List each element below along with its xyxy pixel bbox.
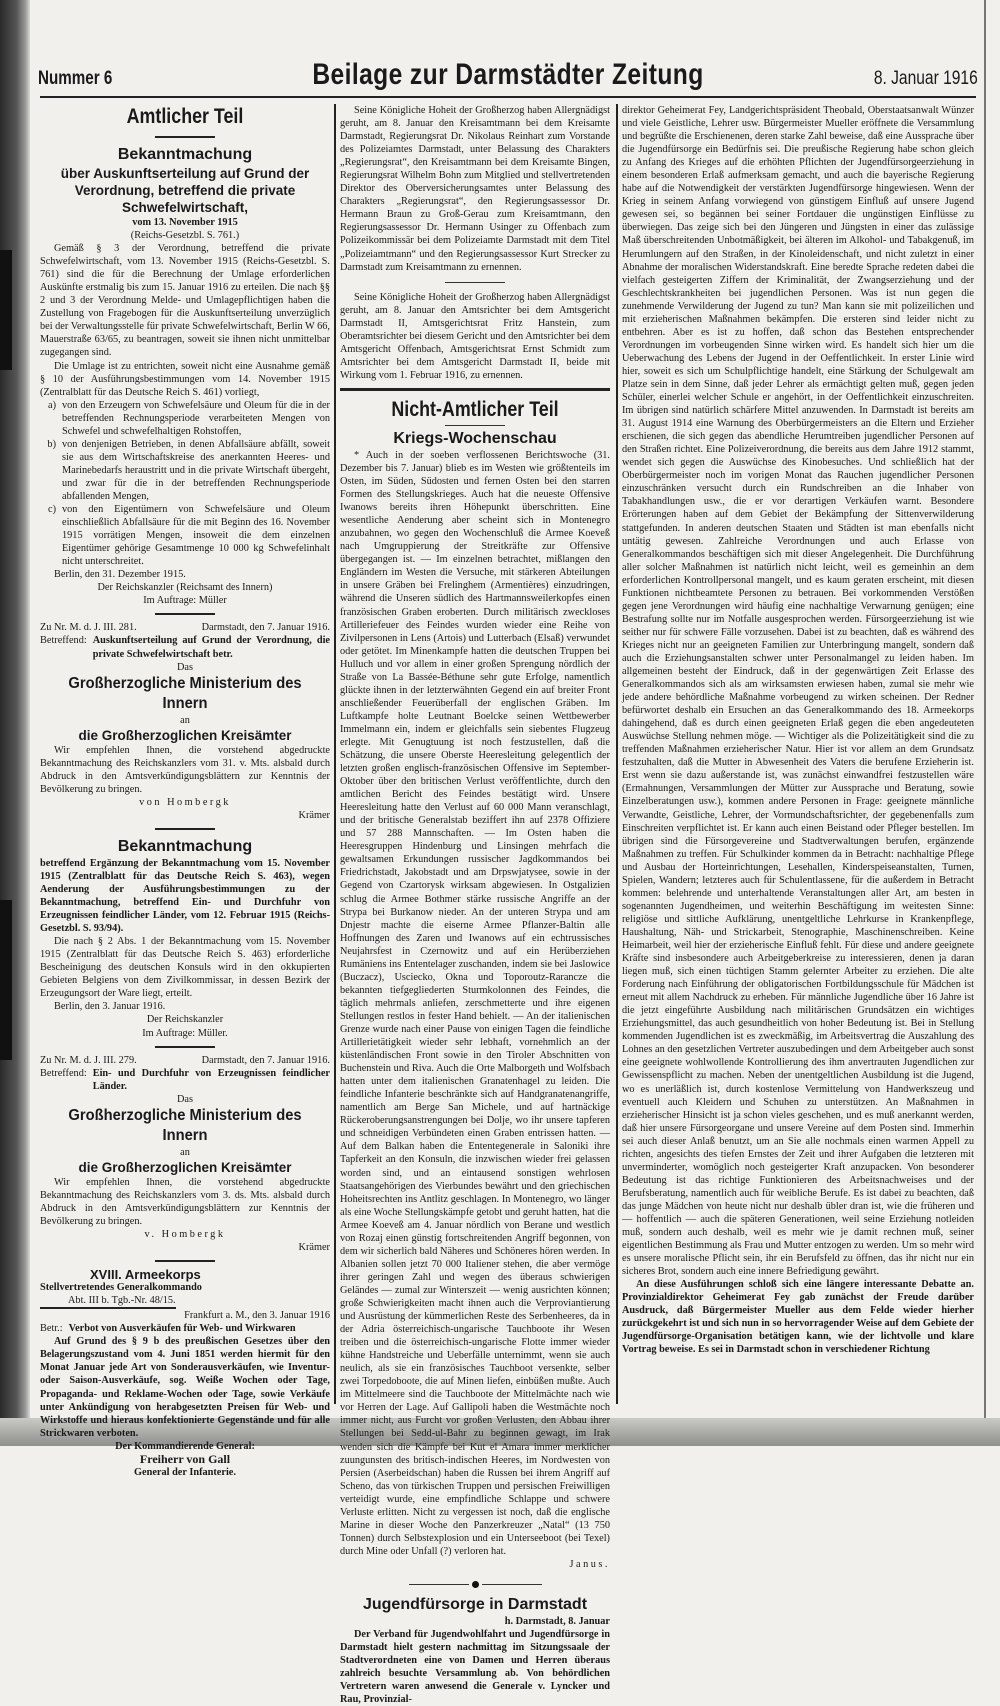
by-order: Im Auftrage: Müller	[143, 595, 227, 607]
ministry-heading: Großherzogliche Ministerium des Innern	[68, 1106, 302, 1144]
subject-text: Verbot von Ausverkäufen für Web- und Wirkwaren	[68, 1323, 296, 1335]
list-marker: a)	[48, 399, 56, 411]
place-date: Frankfurt a. M., den 3. Januar 1916	[184, 1310, 330, 1322]
notice-sulfur	[40, 144, 330, 607]
notice-reference: (Reichs-Gesetzbl. S. 761.)	[130, 230, 240, 242]
place-date: Berlin, den 3. Januar 1916.	[54, 1001, 166, 1013]
edge-shadow	[0, 900, 12, 1060]
youth-welfare-article	[340, 1594, 610, 1706]
masthead-rule	[40, 96, 976, 98]
adjacent-page-edge	[0, 0, 30, 1446]
place-date: Darmstadt, den 7. Januar 1916.	[201, 1054, 330, 1066]
subject-label: Betr.:	[40, 1323, 63, 1335]
list-text: von den Erzeugern von Schwefelsäure und Oleum für die in der betreffenden Rechnungsperiode verarbeiteten Mengen von Schwefel und schwefelhaltigen Rohstoffen,	[62, 399, 330, 437]
article-word: Das	[176, 1093, 193, 1105]
subject-line	[40, 634, 330, 660]
section-heading-unofficial: Nicht-Amtlicher Teil	[391, 397, 559, 421]
page-edge-rule	[984, 0, 986, 1420]
subject-label: Betreffend:	[40, 635, 87, 647]
column-left	[40, 104, 330, 1479]
place-date: Darmstadt, den 7. Januar 1916.	[201, 622, 330, 634]
notice-subtitle: über Auskunftserteilung auf Grund der Verordnung, betreffend die private Schwefelwirtschaft,	[60, 166, 310, 215]
ministry-heading: Großherzogliche Ministerium des Innern	[68, 674, 302, 712]
decree-import	[40, 1054, 330, 1255]
list-item	[40, 399, 330, 438]
notice-title: Bekanntmachung	[117, 837, 253, 855]
to-word: an	[180, 714, 190, 726]
dateline: h. Darmstadt, 8. Januar	[504, 1615, 610, 1627]
signer: Der Reichskanzler (Reichsamt des Innern)	[97, 582, 273, 594]
column-middle	[340, 104, 610, 1706]
appointment-notice: Seine Königliche Hoheit der Großherzog haben Allergnädigst geruht, am 8. Januar den Amtsrichter bei dem Amtsgericht Darmstadt II, Amtsgerichtsrat Fritz Hanstein, zum Oberamtsrichter bei diesem Gericht und den Amtsrichter bei dem Amtsgericht Offenbach, Amtsgerichtsrat Ernst Schmidt zum Amtsrichter bei dem Amtsgericht Darmstadt II, beide mit Wirkung vom 1. Februar 1916, zu ernennen.	[340, 291, 610, 381]
section-heading-official: Amtlicher Teil	[126, 105, 244, 128]
signer-rank: General der Infanterie.	[134, 1466, 236, 1478]
recipients-heading: die Großherzoglichen Kreisämter	[78, 727, 292, 743]
notice-title: Bekanntmachung	[117, 146, 253, 163]
reference-line	[40, 1054, 330, 1067]
list-marker: b)	[47, 438, 56, 450]
signer-title: Der Kommandierende General:	[115, 1440, 255, 1452]
column-divider	[334, 104, 336, 1404]
article-body: * Auch in der soeben verflossenen Berichtswoche (31. Dezember bis 7. Januar) blieb es im Westen wie größtenteils im Osten, im Süden, Südosten und fernen Osten bei den starren Formen des Stellungskrieges. Auch hat die neueste Offensive Iwanows bereits ihren Höhepunkt überschritten. Eine wesentliche Aenderung aber scheint sich in Montenegro anzubahnen, wo gegen den Wochenschluß die Armee Koeveß nach Umgruppierung der Streitkräfte zur Offensive übergegangen ist. — Im einzelnen betrachtet, mißlangen den Engländern im Westen die Versuche, mit stärkeren Abteilungen in unsere Gräben bei Frelinghem (Armentières) einzudringen, während die Unseren südlich des Hartmannsweilerkopfes einen französischen Graben eroberten. Durch militärisch zweckloses Artilleriefeuer des Feindes wurden wieder eine Reihe von Zivilpersonen in Lens (Artois) und Lutterbach (Elsaß) verwundet oder getötet. Im Minenkampfe hatten die deutschen Truppen bei Hulluch und vor allem in einer großen Sprengung nördlich der Straße von La Bassée-Béthune sehr gute Erfolge, namentlich glückte ihnen in der letzterwähnten Gegend ein auf breiter Front anschließender Feuerüberfall der englischen Gräben. Im Luftkampfe holte Leutnant Boelcke seinen Wettbewerber Immelmann ein, indem er gleichfalls sein siebentes Flugzeug erlegte. Mit Genugtuung ist noch festzustellen, daß die Schätzung, die unsere Oberste Heeresleitung gelegentlich der letzten großen englisch-französischen Offensive im September-Oktober über den britischen Verlust veröffentlichte, durch den amtlichen Bericht des Feindes bestätigt wird. Unsere Heeresleitung hatte den Verlust auf 60 000 Mann veranschlagt, und der britische Generalstab beziffert ihn auf 2378 Offiziere und 57 288 Mannschaften. — Im Osten haben die Heeresgruppen Hindenburg und Linsingen mehrfach die gewaltsamen Erkundungen russischer Jagdkommandos bei Friedrichstadt, Jakobstadt und am Drpswjatysee, sowie in der Gegend von Czartorysk wirksam abgewiesen. In Ostgalizien schlug die Armee Bothmer stärke russische Angriffe an der Strypa bei Burkanow nieder. An der unteren Strypa und am Dnjestr machte die eiserne Armee Pflanzer-Baltin alle Hoffnungen des Zaren und Iwanows auf ein echtrussisches Neujahrsfest in Czernowitz und auf ein Herüberziehen Rumäniens ins Ententelager zuschanden, indem sie bei Jaslowice (Buczacz), Usciecko, Okna und Toporoutz-Rarancze die bekannten tiefgegliederten Sturmkolonnen des Feindes, die täglich mehrmals anliefen, zerschmetterte und ihre eigenen Stellungen restlos in fester Hand behielt. — An der italienischen Grenze wurde nach einer Pause von einigen Tagen die feindliche Artillerietätigkeit wieder sehr lebhaft, vornehmlich an der küstenländischen Front sowie in den Tiroler Abschnitten von Buchenstein und Riva. Auch die Orte Malborgeth und Wolfsbach hatten unter dem italienischen Granatenhagel zu leiden. Die feindliche Infanterie beschränkte sich auf Handgranatenangriffe, namentlich am Berge San Michele, und auf hartnäckige Rückeroberungsanstrengungen bei Dolje, wo ihr unsere tapferen und schneidigen Verbündeten einen Graben entrissen hatten. — Auf dem Balkan haben die Ententegenerale in Saloniki ihre Tapferkeit an den Konsuln, die inzwischen wieder frei gelassen worden sind, und an eintausend sonstigen wehrlosen Staatsangehörigen des Vierbundes bewährt und den griechischen Hoheitsrechten ins Antlitz geschlagen. In Montenegro, wo länger als eine Woche Stellungskämpfe getobt und geruht hatten, hat die Armee Koeveß am 4. Januar nördlich von Berane und westlich von Rozaj einen günstig fortschreitenden Angriff begonnen, von dem wir sicherlich bald Näheres und Schöneres hören werden. In Albanien sollen jetzt 70 000 Italiener stehen, die aber vermöge ihrer geringen Zahl und wegen des überaus schwierigen Geländes — zumal zur Winterszeit — wenig ausrichten können; große Schwierigkeiten macht ihnen auch die Verproviantierung und Ausrüstung der kümmerlichen Reste des Serbenheeres, da in der Adria österreichisch-ungarische Tauchboote ihr Wesen treiben und die österreichisch-ungarische Flotte immer wieder kühne Handstreiche und Ueberfälle unternimmt, wenn sie auch neulich, als sie ein französisches Tauchboot versenkte, selber zwei Torpedoboote, die auf Minen liefen, einbüßen mußte. Auch im Mittelmeere sind die Tauchboote der Mittelmächte nach wie vor Herren der Lage. Auf Gallipoli haben die Westmächte noch immer nicht, aus Furcht vor großen Verlusten, den Abbau ihrer Stellungen bei Sedd-ul-Bahr zu beginnen gewagt, im Irak wenden sich die Kämpfe bei Kut el Amara immer merklicher zuungunsten des britisch-indischen Heeres, im Nordwesten von Persien (Aserbeidschan) haben die Russen bei ihrem Angriff auf Scheno, das von türkischen Truppen und persischen Freiwilligen verteidigt wurde, eine empfindliche Schlappe und schwere Verluste erlitten. Nicht zu vergessen ist noch, daß die englische Marine in dieser Woche den Panzerkreuzer „Natal“ (13 750 Tonnen) durch Selbstexplosion und ein Unterseeboot (bei Texel) durch Mine oder Unfall (?) verloren hat.	[340, 449, 610, 1557]
list-item	[40, 438, 330, 503]
army-order	[40, 1268, 330, 1479]
reference-number: Zu Nr. M. d. J. III. 279.	[40, 1054, 137, 1066]
divider	[155, 1260, 215, 1262]
divider	[445, 282, 505, 283]
notice-subtitle: betreffend Ergänzung der Bekanntmachung vom 15. November 1915 (Zentralblatt für das Deutsche Reich S. 463), wegen Aenderung der Ausführungsbestimmungen zu der Bekanntmachung, betreffend Ein- und Durchfuhr von Erzeugnissen feindlicher Länder, vom 12. Februar 1915 (Reichs-Gesetzbl. S. 93/94).	[40, 857, 330, 935]
article-continuation: direktor Geheimerat Fey, Landgerichtspräsident Theobald, Oberstaatsanwalt Wünzer und viele Geistliche, Lehrer usw. Bürgermeister Mueller eröffnete die Versammlung und begrüßte die Erschienenen, deren starke Zahl beweise, daß eine Aussprache über die Jugendfürsorge ein Bedürfnis sei. Die preußische Regierung habe schon gleich zu Anfang des Krieges auf die erhöhten Pflichten der Jugendfürsorgeerziehung in einem besonderen Erlaß aufmerksam gemacht, und auch die bayerische Regierung habe auf die Notwendigkeit der verstärkten Jugendfürsorge hingewiesen. Wenn der Krieg in seinem Anfang vorwiegend von günstigem Einfluß auf unsere Jugend gewesen sei, so begännen bei seiner Fortdauer die ungünstigen Einflüsse zu überwiegen. Das zeige sich bei den Jüngeren und Jüngsten in einer das zulässige Maß überschreitenden Unbotmäßigkeit, bei älteren im Alkohol- und Tabakgenuß, im Herumlungern auf den Straßen, in der Kinoleidenschaft, und nicht zuletzt in einer Abnahme der moralischen Widerstandskraft. Eine beredte Sprache redeten dabei die vielfach gesteigerten Ziffern der Kriminalität, der Zwangserziehung und der Geschlechtskrankheiten bei jugendlichen Personen. Was ist nun gegen die zunehmende Verwilderung der Jugend zu tun? Man kann sie mit polizeilichen und mit erzieherischen Maßnahmen bekämpfen. Die ersteren sind leider nicht zu entbehren. Aber es ist zu hoffen, daß schon das Bestehen entsprechender Verordnungen im vorbeugenden Sinne wirken wird. Es handelt sich hier um die Ueberwachung des Lebens der Jugend in der Oeffentlichkeit. In erster Linie wird hier, soweit es sich um Schulpflichtige handelt, eine Stärkung der Schulgewalt am Platze sein in dem Sinne, daß jeder Lehrer als ermächtigt gelten muß, gegen jeden Schüler, einerlei welcher Schule er angehört, in der Oeffentlichkeit einzuschreiten. Im übrigen sind natürlich schärfere Mittel anzuwenden. In Darmstadt ist bereits am 31. August 1914 eine Warnung des Oberbürgermeisters an die Eltern und Erzieher erschienen, die sich gegen das abendliche Herumtreiben jugendlicher Personen auf den Straßen richtet. Eine Polizeiverordnung, die bereits aus dem Jahre 1912 stammt, wendet sich gegen die Auswüchse des Kinobesuches. Und schließlich hat der Oberbürgermeister noch im vorigen Monat das Rauchen jugendlicher Personen einzuschränken versucht durch ein Rundschreiben an die Inhaber von Tabakhandlungen usw., die er vor derartigen Verkäufen warnt. Besondere Erörterungen haben auf dem Gebiet der Bekämpfung der Sittenverwilderung stattgefunden. In anderen deutschen Staaten und Städten ist man ebenfalls nicht untätig gewesen. Zahlreiche Verordnungen und auch Erlasse von Generalkommandos beschäftigen sich mit dieser Angelegenheit. Die Durchführung aller solcher Maßnahmen ist natürlich nicht leicht, weil es gemeinhin an dem erforderlichen Kontrollpersonal mangelt, und es kaum geraten erscheint, mit diesen Funktionen nichtbeamtete Personen zu betrauen. Bei vorkommenden Verstößen gegen jene Verordnungen wird häufig eine nachhaltige Verwarnung genügen; eine Bestrafung sollte nur im Notfalle ausgesprochen werden. Fürsorgeerziehung ist wie seither nur für schwere Fälle vorzusehen. Dabei ist zu beachten, daß es während des Krieges nicht nur an geeigneten Familien zur Unterbringung mangelt, sondern daß auch die Erziehungsanstalten schwer unter Personalmangel zu leiden haben. Im allgemeinen besteht der Eindruck, daß in der gegenwärtigen Zeit Erlasse des Generalkommandos sich als am wirksamsten erwiesen haben, zumal sie mehr wie jede andere behördliche Maßnahme vorbeugend zu wirken scheinen. Der Redner befürwortet deshalb ein Ersuchen an das Generalkommando des 18. Armeekorps dahingehend, daß es durch einen geeigneten Erlaß gegen die eben angedeuteten Auswüchse Stellung nehmen möge. — Wichtiger als die Polizeitätigkeit sind die zu treffenden Maßnahmen erzieherischer Natur. Hier ist vor allem an dem Grundsatz festzuhalten, daß die Mutter in Abwesenheit des Vaters die berufene Erzieherin ist. Erst wenn sie dazu außerstande ist, was zunächst einwandfrei festzustellen wäre (Ermahnungen, Versammlungen der Mütter zur Aussprache und Beratung, sowie Einzelberatungen usw.), kommen andere Personen in Frage: geeignete männliche Verwandte, Geistliche, Lehrer, der Vormundschaftsrichter, der gegebenenfalls zum Einschreiten verpflichtet ist. Er kann auch einen Beistand oder Pfleger bestellen. Im übrigen sind die Fürsorgevereine und Stadtverwaltungen berufen, ergänzende Maßnahmen zu treffen. Für Schulkinder kommen da in Betracht: nachhaltige Pflege und Ausbau der Horteinrichtungen, Lesehallen, Kinderspeiseanstalten, Turnen, Spielen, Wandern; letzteres auch für Schulentlassene, für die außerdem in Betracht kommen: belehrende und unterhaltende Veranstaltungen aller Art, am besten in sogenannten Jugendheimen, und weiterhin Beschäftigung im weitesten Sinne: religiöse und sittliche Aufklärung, unentgeltliche Lehrkurse in Krankenpflege, Haushaltung, Näh- und Strickarbeit, Stenographie, Maschinenschreiben. Keine Heimarbeit, weil hier der erzieherische Einfluß fehlt. Für diese und andere geeignete Kräfte sind insbesondere auch Arbeitgeberkreise zu interessieren, denen ja daran liegen muß, sich einen tüchtigen Stamm gelernter Arbeiter zu erziehen. Die alte Forderung nach Einführung der obligatorischen Fortbildungsschule für Mädchen ist erneut mit allem Nachdruck zu erheben. Für männliche Jugendliche über 16 Jahre ist die jetzt eingeführte Ausbildung nach militärischen Grundsätzen ein wichtiges Erziehungsmittel, das auch gesundheitlich von hoher Bedeutung ist. Bei in Stellung kommenden Jugendlichen ist es zweckmäßig, im Arbeitsvertrag die Auszahlung des Lohnes an den gesetzlichen Vertreter auszubedingen und dem Arbeitgeber auch sonst eine geeignete wohlwollende Kontrollierung des ihm anvertrauten Jugendlichen zur Gewissenspflicht zu machen. Neben der unentgeltlichen Ausbildung ist die Jugend, wo es unerläßlich ist, durch kostenlose Vermittelung von Handwerkszeug und eventuell auch Kleidern und Schuhen zu unterstützen. An Maßnahmen in erzieherischer Hinsicht ist ja schon vieles geschehen, und es muß anerkannt werden, daß hier unsere Fürsorgeorgane und unsere Vereine auf dem Posten sind. Immerhin sei auch dieser Anlaß benutzt, um an Sie alle nochmals einen warmen Appell zu richten, angesichts des tiefen Ernstes der Zeit und ihrer Aufgaben die letzteren mit unverminderter, womöglich noch gesteigerter Kraft anzupacken. Von besonderer Bedeutung ist das richtige Funktionieren des Arbeitsnachweises und der Berufsberatung, namentlich auch für weibliche Berufe. Es ist dabei zu beachten, daß das junge Mädchen von heute nicht nur deshalb übler dran ist, wie die früheren und — hoffentlich — auch die späteren Generationen, weil seine Erziehung notleiden muß, sondern auch deshalb, weil es mehr wie je damit rechnen muß, seiner eigentlichen Bestimmung als Frau und Mutter entzogen zu werden. Um so mehr wird es unsere moralische Pflicht sein, ihr ein Berufsfeld zu öffnen, das ihr nicht nur ein sicheres Brot, sondern auch eine innere Befriedigung gewährt.	[622, 105, 975, 1278]
order-reference: Abt. III b. Tgb.-Nr. 48/15.	[40, 1294, 176, 1309]
reference-line	[40, 621, 330, 634]
paragraph: Die nach § 2 Abs. 1 der Bekanntmachung vom 15. November 1915 (Zentralblatt für das Deutsche Reich S. 463) erforderliche Bescheinigung des deutschen Konsuls wird in den okkupierten Gebieten Belgiens von dem Zivilkommissar, in dessen Bezirk der Erzeugungsort der Ware liegt, erteilt.	[40, 936, 330, 1000]
reference-number: Zu Nr. M. d. J. III. 281.	[40, 622, 137, 634]
signature: v. Hombergk	[144, 1229, 226, 1240]
war-review	[340, 428, 610, 1571]
divider	[155, 828, 215, 830]
recipients-heading: die Großherzoglichen Kreisämter	[78, 1159, 292, 1175]
paragraph: Die Umlage ist zu entrichten, soweit nicht eine Ausnahme gemäß § 10 der Ausführungsbestimmungen vom 14. November 1915 (Zentralblatt für das Deutsche Reich S. 461) vorliegt,	[40, 360, 330, 398]
list-text: von den Eigentümern von Schwefelsäure und Oleum einschließlich Abfallsäure für die mit Beginn des 16. November 1915 vorrätigen Mengen, insoweit die dem einzelnen Eigentümer gehörige Gesamtmenge 10 000 kg Schwefelinhalt nicht unterschreitet.	[62, 504, 330, 568]
command-name: Stellvertretendes Generalkommando	[40, 1282, 202, 1294]
ornamental-divider	[340, 1581, 610, 1588]
place-date: Berlin, den 31. Dezember 1915.	[54, 569, 186, 581]
list-text: von denjenigen Betrieben, in denen Abfallsäure abfällt, soweit sie aus dem Wirtschaftskreise des anerkannten Heeres- und Marinebedarfs heraustritt und in die private Wirtschaft übergeht, und zwar für die in der betreffenden Rechnungsperiode abfallenden Mengen,	[62, 438, 330, 502]
article-continuation: An diese Ausführungen schloß sich eine längere interessante Debatte an. Provinzialdirektor Geheimerat Fey gab zunächst der Freude darüber Ausdruck, daß Bürgermeister Mueller aus dem Felde wieder hierher zurückgekehrt ist und sich nun in so hervorragender Weise auf dem Gebiete der Jugendfürsorge-Organisation betätigen kann, wie der lichtvolle und klare Vortrag beweise. Es sei in Darmstadt schon in verschiedener Richtung	[622, 1279, 974, 1356]
column-divider	[616, 104, 618, 1404]
army-corps: XVIII. Armeekorps	[90, 1267, 201, 1283]
author: Janus.	[569, 1558, 610, 1570]
divider	[155, 136, 215, 138]
signature: Krämer	[298, 809, 330, 821]
signer: Der Reichskanzler	[146, 1014, 224, 1026]
signature: von Hombergk	[139, 796, 231, 808]
article-body: Der Verband für Jugendwohlfahrt und Jugendfürsorge in Darmstadt hielt gestern nachmittag im Sitzungssaale der Stadtverordneten eine von Damen und Herren überaus zahlreich besuchte Versammlung ab. Von behördlichen Vertretern waren anwesend die Generale v. Lyncker und Rau, Provinzial-	[340, 1629, 610, 1706]
subject-label: Betreffend:	[40, 1067, 87, 1079]
column-right	[622, 104, 974, 1357]
issue-date: 8. Januar 1916	[874, 68, 978, 89]
appointment-notice: Seine Königliche Hoheit der Großherzog haben Allergnädigst geruht, am 8. Januar den Kreisamtmann bei dem Kreisamte Darmstadt, Regierungsrat Dr. Nikolaus Reinhart zum Vorstande des Polizeiamtes Darmstadt, unter Belassung des Charakters „Regierungsrat“, den Kreisamtmann bei dem Kreisamte Bingen, Regierungsrat Wilhelm Bohn zum Mitglied und stellvertretenden Direktor des Oberversicherungsamtes unter Belassung des Charakters „Regierungsrat“, den Regierungsassessor Dr. Hermann Braun zu Groß-Gerau zum Kreisamtmann, den Regierungsassessor Dr. Hermann Usinger zu Offenbach zum Polizeikommissär bei dem Polizeiamte Darmstadt mit dem Titel „Polizeiamtmann“ und den Regierungsassessor Kurt Strecker zu Darmstadt zum Kreisamtmann zu ernennen.	[340, 105, 610, 273]
decree-sulfur	[40, 621, 330, 822]
newspaper-title: Beilage zur Darmstädter Zeitung	[312, 58, 704, 91]
paragraph: Wir empfehlen Ihnen, die vorstehend abgedruckte Bekanntmachung des Reichskanzlers vom 31. v. Mts. alsbald durch Abdruck in den Amtsverkündigungsblättern zur Kenntnis der Bevölkerung zu bringen.	[40, 744, 330, 795]
list-marker: c)	[48, 504, 56, 516]
subject-text: Auskunftserteilung auf Grund der Verordnung, die private Schwefelwirtschaft betr.	[92, 635, 330, 660]
notice-import	[40, 836, 330, 1040]
edge-shadow	[0, 250, 12, 370]
subject-line	[40, 1322, 330, 1335]
masthead	[38, 58, 978, 92]
divider	[155, 613, 215, 615]
notice-date: vom 13. November 1915	[132, 217, 238, 228]
by-order: Im Auftrage: Müller.	[142, 1027, 228, 1039]
signature: Krämer	[298, 1242, 330, 1254]
to-word: an	[180, 1146, 190, 1158]
article-word: Das	[176, 661, 193, 673]
list-item	[40, 503, 330, 568]
section-rule	[340, 388, 610, 391]
paragraph: Auf Grund des § 9 b des preußischen Gesetzes über den Belagerungszustand vom 4. Juni 1851 werden hiermit für den Monat Januar jede Art von Sonderausverkäufen, wie Inventur- oder Saison-Ausverkäufe, sog. Weiße Wochen oder Tage, Propaganda- und Reklame-Wochen oder Tage, sowie Verkäufe unter Ankündigung von herabgesetzten Preisen für Web- und Wirkstoffe und hieraus konfektionierte Gegenstände und für alle Strickwaren verboten.	[40, 1336, 330, 1439]
divider	[445, 425, 505, 426]
subject-text: Ein- und Durchfuhr von Erzeugnissen feindlicher Länder.	[92, 1067, 330, 1092]
divider	[155, 1046, 215, 1048]
issue-number: Nummer 6	[38, 68, 113, 89]
paragraph: Gemäß § 3 der Verordnung, betreffend die private Schwefelwirtschaft, vom 13. November 1915 (Reichs-Gesetzbl. S. 761) sind die für die Berechnung der Umlage erforderlichen Auskünfte erstmalig bis zum 15. Januar 1916 zu erteilen. Die nach §§ 2 und 3 der Verordnung Melde- und Umlagepflichtigen haben die Zustellung von Fragebogen für die Auskunftserteilung unverzüglich bei der Verwaltungsstelle für private Schwefelwirtschaft, Berlin W 66, Mauerstraße 63/65, zu beantragen, soweit sie ihnen nicht unmittelbar zugegangen sind.	[40, 243, 330, 359]
article-title: Jugendfürsorge in Darmstadt	[362, 1595, 588, 1613]
paragraph: Wir empfehlen Ihnen, die vorstehend abgedruckte Bekanntmachung des Reichskanzlers vom 3. ds. Mts. alsbald durch Abdruck in den Amtsverkündigungsblättern zur Kenntnis der Bevölkerung zu bringen.	[40, 1176, 330, 1227]
article-title: Kriegs-Wochenschau	[393, 429, 557, 447]
subject-line	[40, 1067, 330, 1093]
signer: Freiherr von Gall	[139, 1451, 231, 1466]
